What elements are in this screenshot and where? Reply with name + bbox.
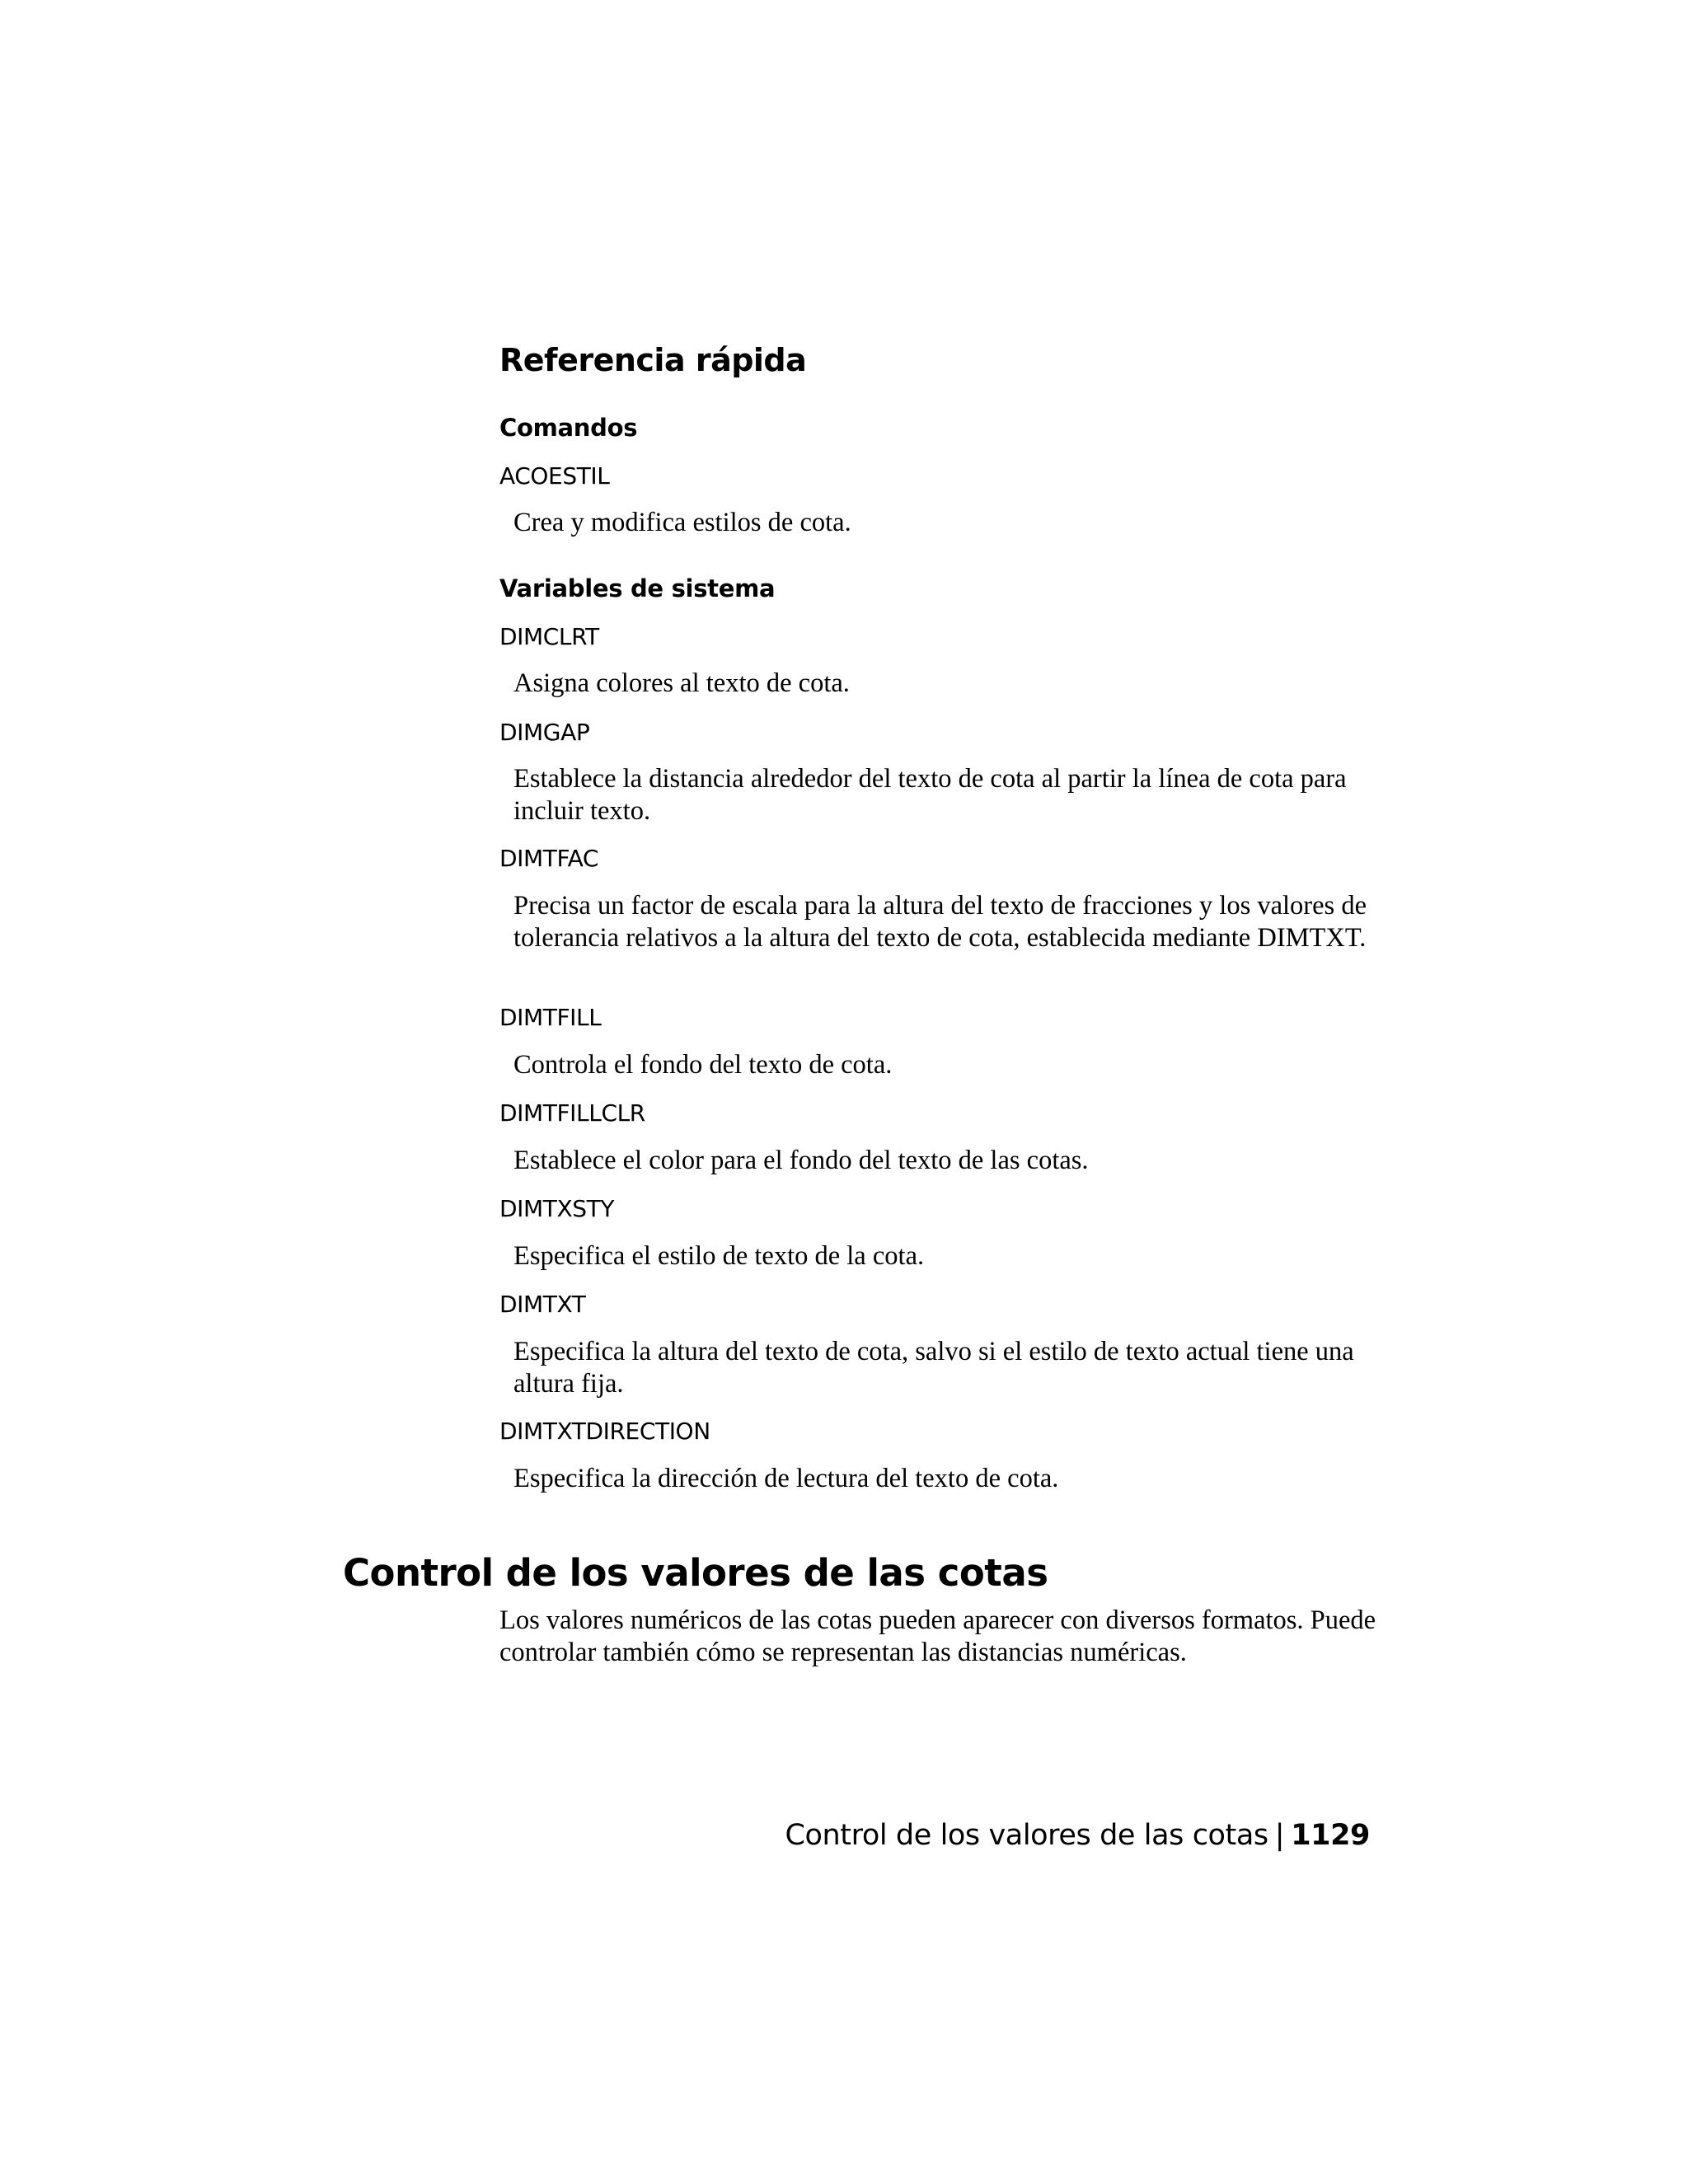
sysvar-name: DIMTFILLCLR <box>499 1099 645 1127</box>
page-footer <box>785 1821 1370 1850</box>
sysvar-description: Establece la distancia alrededor del texto de cota al partir la línea de cota para incluir texto. <box>513 764 1347 826</box>
sysvar-description: Especifica el estilo de texto de la cota. <box>513 1241 925 1271</box>
command-description: Crea y modifica estilos de cota. <box>513 508 851 537</box>
sysvar-name: DIMCLRT <box>499 623 599 650</box>
quick-reference-heading: Referencia rápida <box>499 342 807 378</box>
sysvar-name: DIMTFILL <box>499 1004 602 1031</box>
page-number: 1129 <box>1291 1819 1370 1852</box>
section-title: Control de los valores de las cotas <box>343 1551 1048 1595</box>
sysvar-description: Especifica la altura del texto de cota, salvo si el estilo de texto actual tiene una altura fija. <box>513 1337 1354 1399</box>
commands-heading: Comandos <box>499 414 638 442</box>
footer-separator: | <box>1274 1819 1285 1852</box>
sysvar-name: DIMTXSTY <box>499 1195 615 1222</box>
sysvar-description: Especifica la dirección de lectura del texto de cota. <box>513 1464 1059 1493</box>
sysvars-heading: Variables de sistema <box>499 574 776 602</box>
sysvar-name: DIMTFAC <box>499 845 599 872</box>
command-name: ACOESTIL <box>499 462 610 490</box>
sysvar-name: DIMGAP <box>499 719 590 746</box>
sysvar-name: DIMTXT <box>499 1291 586 1318</box>
sysvar-description: Establece el color para el fondo del texto de las cotas. <box>513 1146 1089 1175</box>
running-title: Control de los valores de las cotas <box>785 1819 1268 1852</box>
section-intro: Los valores numéricos de las cotas pueden aparecer con diversos formatos. Puede controlar también cómo se representan las distancias numéricas. <box>499 1605 1376 1667</box>
sysvar-description: Precisa un factor de escala para la altura del texto de fracciones y los valores de tolerancia relativos a la altura del texto de cota, establecida mediante DIMTXT. <box>513 891 1367 953</box>
sysvar-description: Controla el fondo del texto de cota. <box>513 1050 893 1080</box>
sysvar-description: Asigna colores al texto de cota. <box>513 668 850 698</box>
sysvar-name: DIMTXTDIRECTION <box>499 1418 710 1445</box>
